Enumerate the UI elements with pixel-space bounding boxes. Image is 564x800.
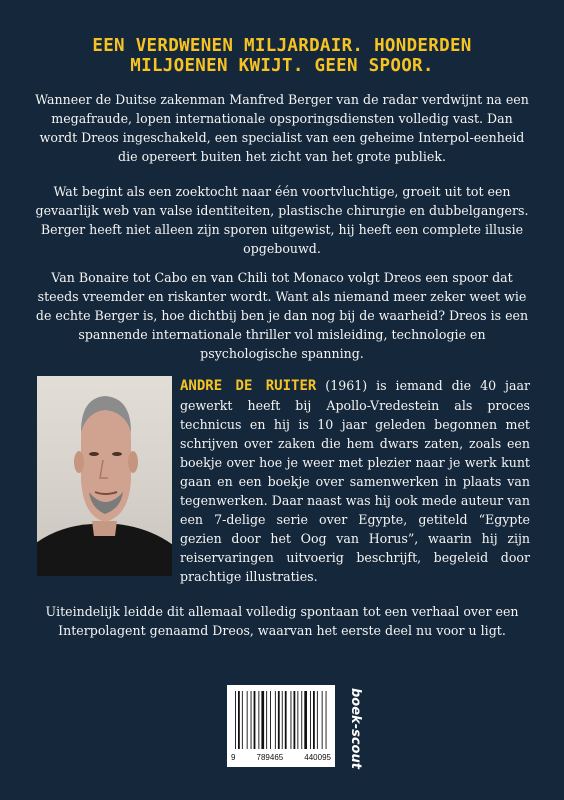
blurb-paragraph-3: Van Bonaire tot Cabo en van Chili tot Monaco volgt Dreos een spoor dat steeds vreemder en riskanter wordt. Want als niemand meer zeker weet wie de echte Berger is, hoe dichtbij ben je dan nog bij de waarheid? Dreos is een spannende internationale thriller vol misleiding, technologie en psychologische spanning.	[35, 270, 529, 361]
author-bio	[180, 376, 530, 586]
blurb-paragraph-2: Wat begint als een zoektocht naar één voortvluchtige, groeit uit tot een gevaarlijk web van valse identiteiten, plastische chirurgie en dubbelgangers. Berger heeft niet alleen zijn sporen uitgewist, hij heeft een complete illusie opgebouwd.	[35, 184, 529, 256]
barcode-group-1: 789465	[256, 753, 284, 762]
barcode-digit: 9	[231, 753, 236, 762]
closing-paragraph: Uiteindelijk leidde dit allemaal volledig spontaan tot een verhaal over een Interpolagent genaamd Dreos, waarvan het eerste deel nu voor u ligt.	[45, 604, 519, 638]
author-bio-text: (1961) is iemand die 40 jaar gewerkt heeft bij Apollo-Vredestein als proces technicus en hij is 10 jaar geleden begonnen met schrijven over zaken die hem dwars zaten, zoals een boekje over hoe je weer met plezier naar je werk kunt gaan en een boekje over samenwerken in plaats van tegenwerken. Daar naast was hij ook mede auteur van een 7-delige serie over Egypte, getiteld “Egypte gezien door het Oog van Horus”, waarin hij zijn reiservaringen uitvoerig beschrijft, begeleid door prachtige illustraties.	[180, 378, 530, 584]
blurb-paragraph-1: Wanneer de Duitse zakenman Manfred Berger van de radar verdwijnt na een megafraude, lopen internationale opsporingsdiensten volledig vast. Dan wordt Dreos ingeschakeld, een specialist van een geheime Interpol-eenheid die opereert buiten het zicht van het grote publiek.	[35, 92, 529, 164]
publisher-logo	[343, 688, 369, 768]
barcode-number	[231, 753, 331, 762]
author-name: ANDRE DE RUITER	[180, 378, 317, 394]
publisher-logo-text: boek-scout	[348, 688, 363, 769]
headline-line-2: MILJOENEN KWIJT. GEEN SPOOR.	[130, 56, 434, 76]
headline-line-1: EEN VERDWENEN MILJARDAIR. HONDERDEN	[92, 36, 472, 56]
headline	[20, 36, 544, 76]
barcode-group-2: 440095	[304, 753, 331, 762]
author-photo	[37, 376, 172, 576]
barcode	[227, 685, 335, 767]
